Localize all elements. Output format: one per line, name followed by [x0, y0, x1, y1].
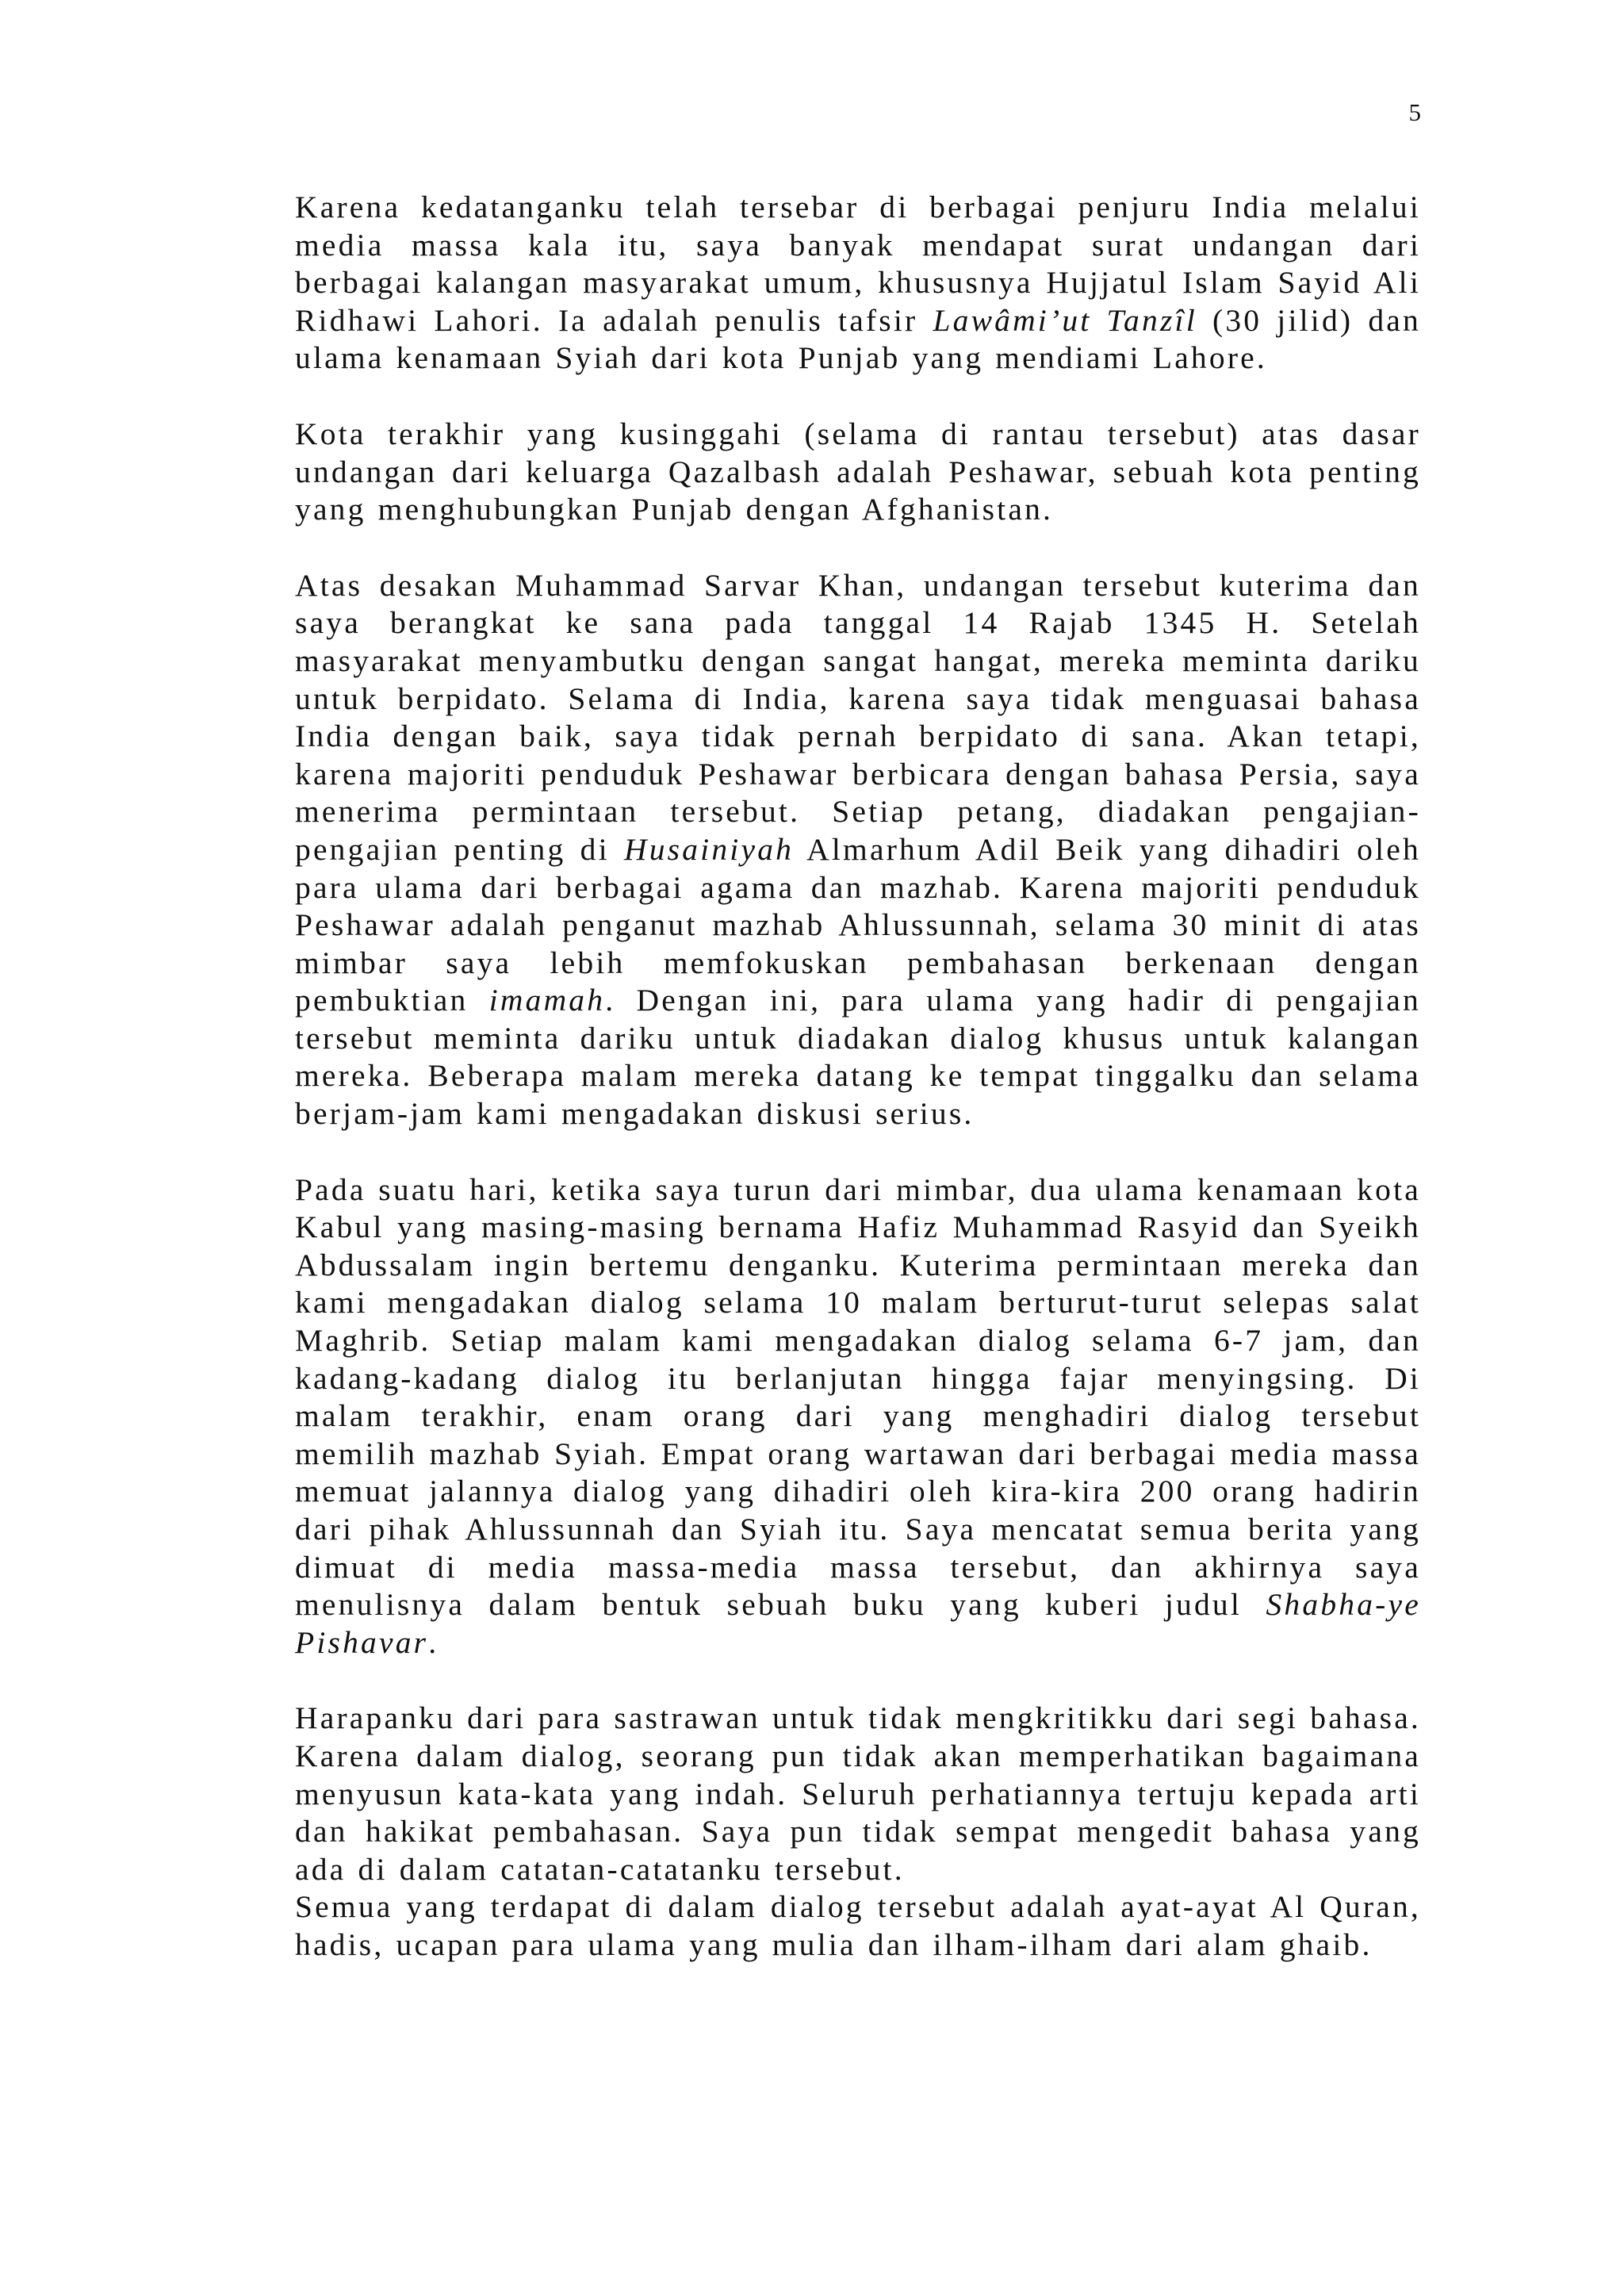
text-segment: (30 jilid) dan ulama kenamaan Syiah dari kota Punjab yang mendiami Lahore.	[295, 302, 1421, 376]
paragraph-5	[295, 1700, 1421, 1888]
text-segment: Semua yang terdapat di dalam dialog tersebut adalah ayat-ayat Al Quran, hadis, ucapan para ulama yang mulia dan ilham-ilham dari alam ghaib.	[295, 1889, 1421, 1962]
document-body	[295, 189, 1421, 2003]
text-segment: Almarhum Adil Beik yang dihadiri oleh para ulama dari berbagai agama dan mazhab. Karena majoriti penduduk Peshawar adalah penganut mazhab Ahlussunnah, selama 30 minit di atas mimbar saya lebih memfokuskan pembahasan berkenaan dengan pembuktian	[295, 831, 1421, 1018]
page-number: 5	[1408, 98, 1421, 126]
term-italic: Husainiyah	[623, 831, 795, 867]
paragraph-2	[295, 416, 1421, 529]
text-segment: Atas desakan Muhammad Sarvar Khan, undangan tersebut kuterima dan saya berangkat ke sana pada tanggal 14 Rajab 1345 H. Setelah masyarakat menyambutku dengan sangat hangat, mereka meminta dariku untuk berpidato. Selama di India, karena saya tidak menguasai bahasa India dengan baik, saya tidak pernah berpidato di sana. Akan tetapi, karena majoriti penduduk Peshawar berbicara dengan bahasa Persia, saya menerima permintaan tersebut. Setiap petang, diadakan pengajian-pengajian penting di	[295, 567, 1421, 867]
text-segment: Harapanku dari para sastrawan untuk tidak mengkritikku dari segi bahasa. Karena dalam dialog, seorang pun tidak akan memperhatikan bagaimana menyusun kata-kata yang indah. Seluruh perhatiannya tertuju kepada arti dan hakikat pembahasan. Saya pun tidak sempat mengedit bahasa yang ada di dalam catatan-catatanku tersebut.	[295, 1700, 1421, 1887]
text-segment: .	[428, 1624, 439, 1660]
paragraph-3	[295, 567, 1421, 1133]
text-segment: Karena kedatanganku telah tersebar di berbagai penjuru India melalui media massa kala itu, saya banyak mendapat surat undangan dari berbagai kalangan masyarakat umum, khususnya Hujjatul Islam Sayid Ali Ridhawi Lahori. Ia adalah penulis tafsir	[295, 190, 1421, 338]
text-segment: Pada suatu hari, ketika saya turun dari mimbar, dua ulama kenamaan kota Kabul yang masing-masing bernama Hafiz Muhammad Rasyid dan Syeikh Abdussalam ingin bertemu denganku. Kuterima permintaan mereka dan kami mengadakan dialog selama 10 malam berturut-turut selepas salat Maghrib. Setiap malam kami mengadakan dialog selama 6-7 jam, dan kadang-kadang dialog itu berlanjutan hingga fajar menyingsing. Di malam terakhir, enam orang dari yang menghadiri dialog tersebut memilih mazhab Syiah. Empat orang wartawan dari berbagai media massa memuat jalannya dialog yang dihadiri oleh kira-kira 200 orang hadirin dari pihak Ahlussunnah dan Syiah itu. Saya mencatat semua berita yang dimuat di media massa-media massa tersebut, dan akhirnya saya menulisnya dalam bentuk sebuah buku yang kuberi judul	[295, 1171, 1421, 1623]
book-title-italic: Lawâmi’ut Tanzîl	[933, 302, 1197, 338]
term-italic: imamah	[488, 983, 606, 1018]
text-segment: Kota terakhir yang kusinggahi (selama di rantau tersebut) atas dasar undangan dari keluarga Qazalbash adalah Peshawar, sebuah kota penting yang menghubungkan Punjab dengan Afghanistan.	[295, 416, 1421, 527]
book-title-italic: Shabha-ye Pishavar	[295, 1587, 1421, 1660]
paragraph-1	[295, 189, 1421, 378]
paragraph-6	[295, 1888, 1421, 1964]
text-segment: . Dengan ini, para ulama yang hadir di pengajian tersebut meminta dariku untuk diadakan dialog khusus untuk kalangan mereka. Beberapa malam mereka datang ke tempat tinggalku dan selama berjam-jam kami mengadakan diskusi serius.	[295, 983, 1421, 1132]
paragraph-4	[295, 1171, 1421, 1662]
